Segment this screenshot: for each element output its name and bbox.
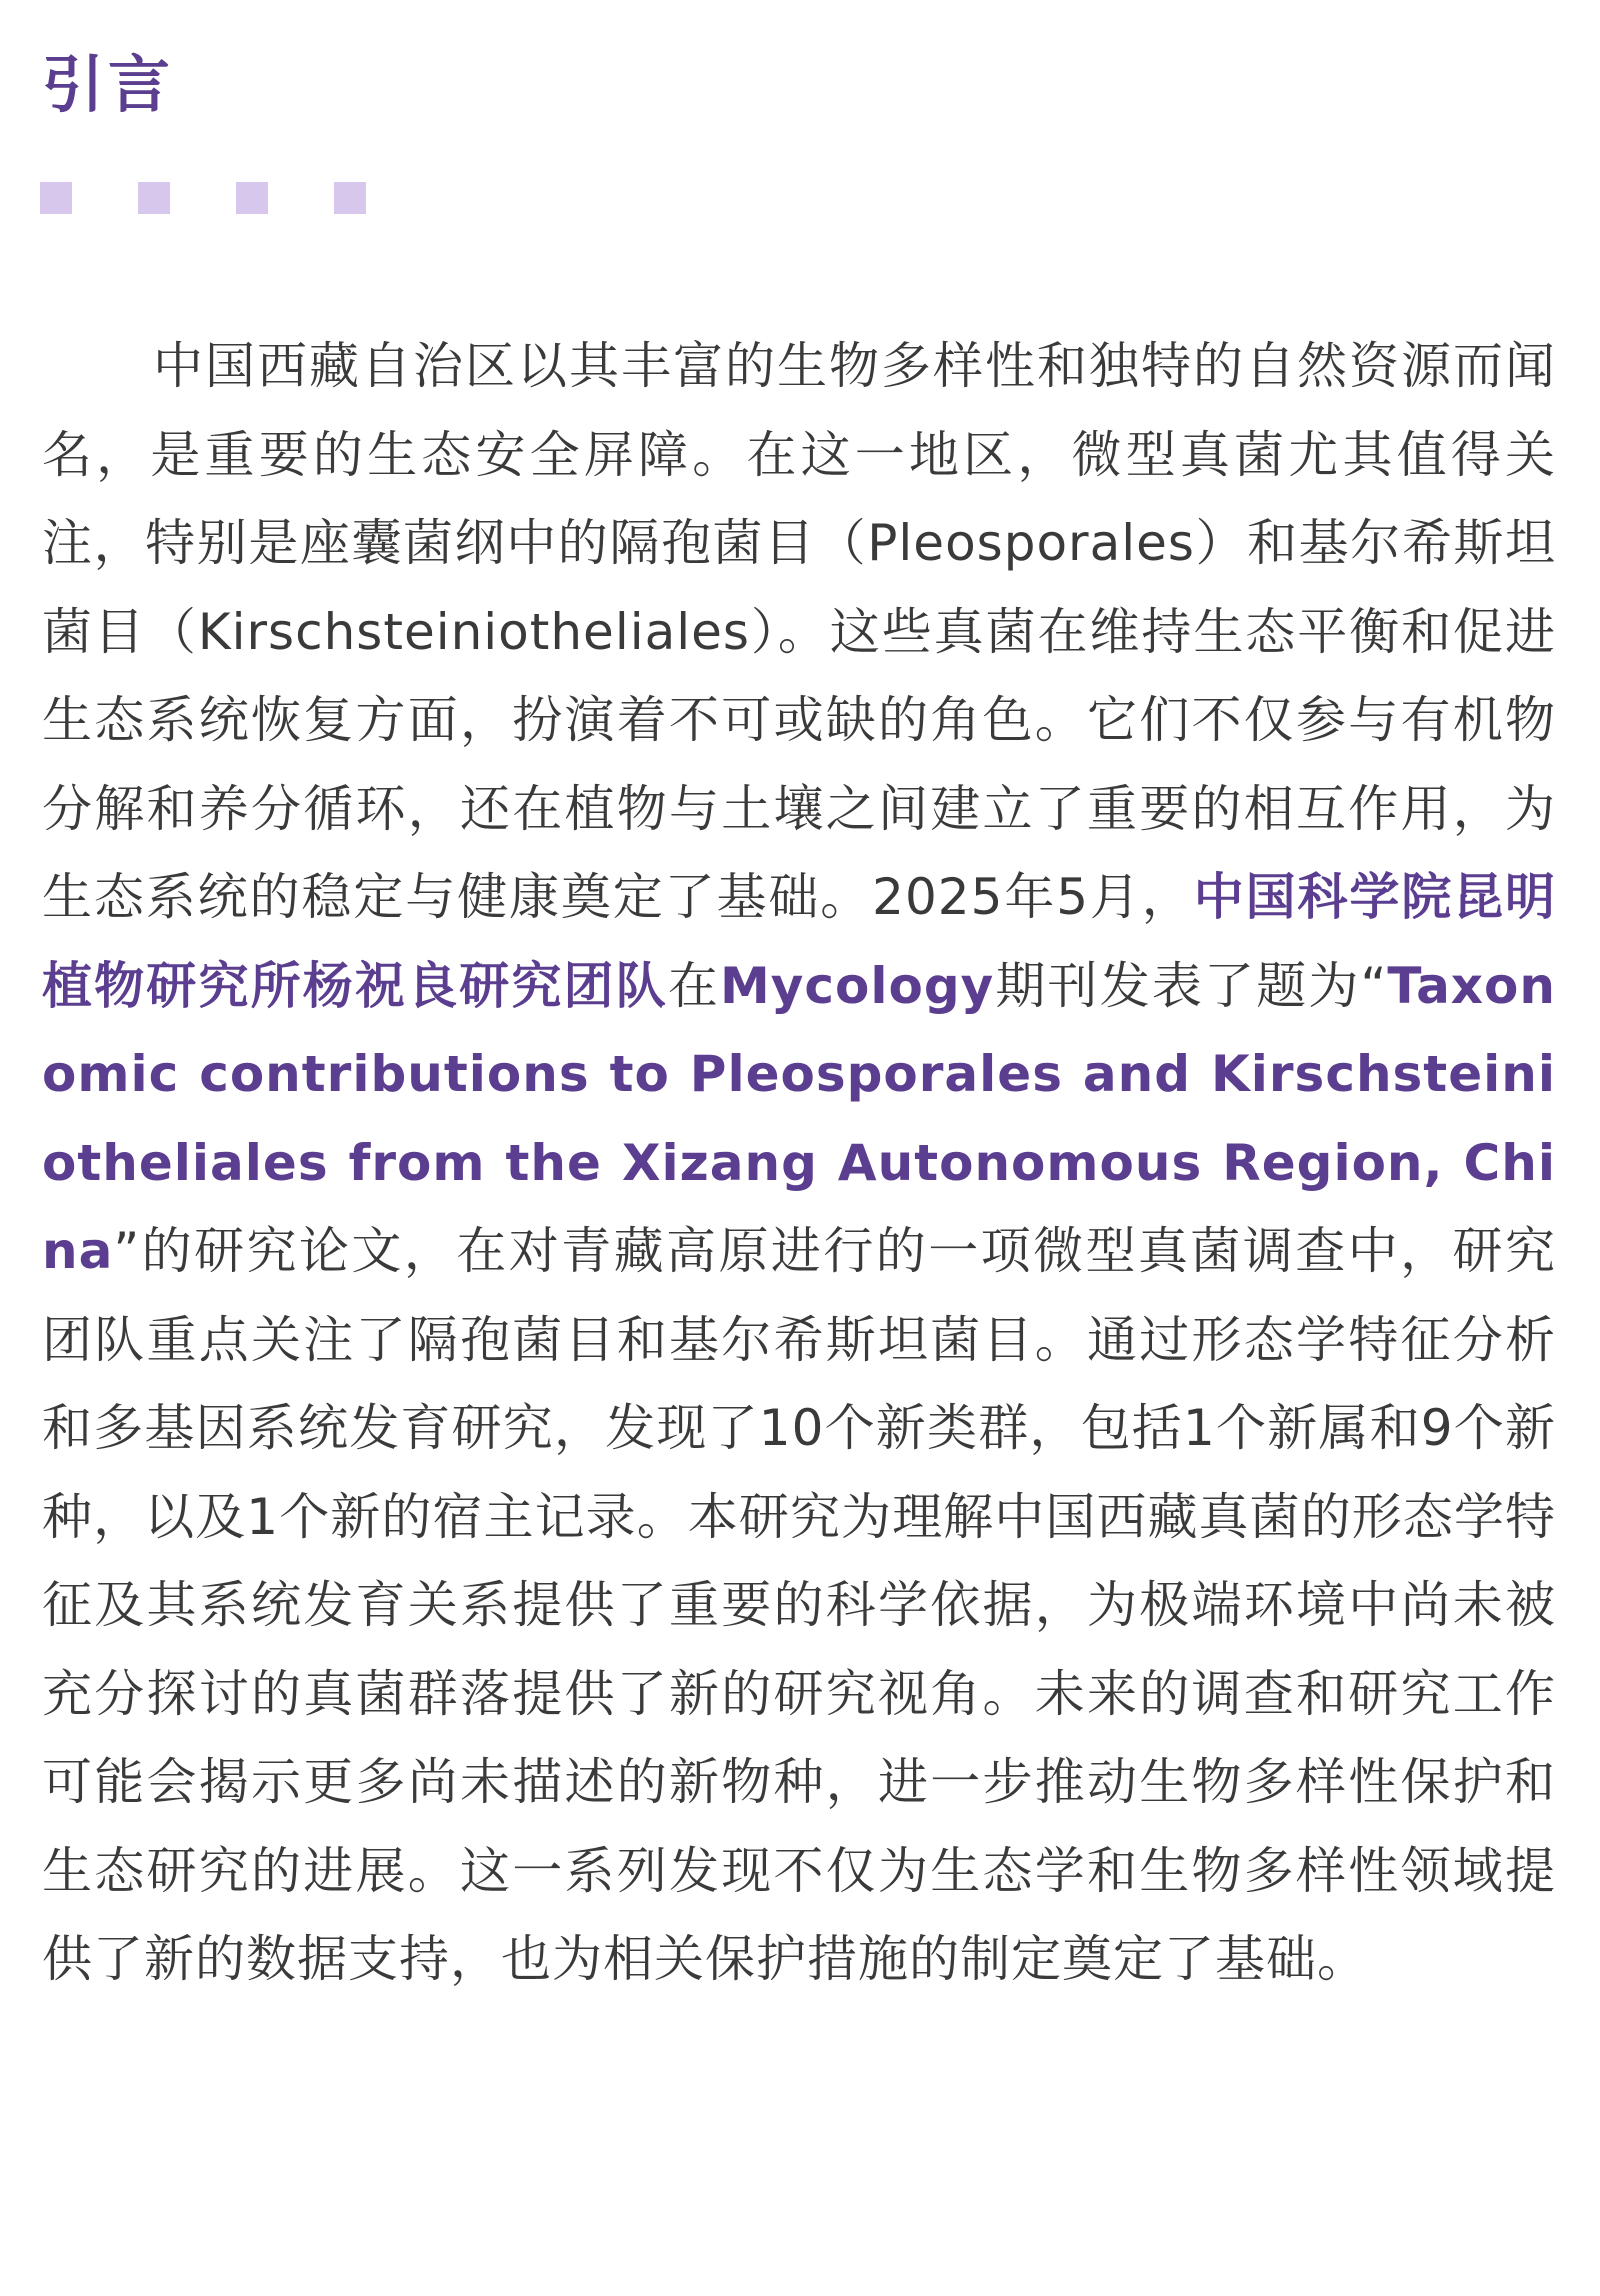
paragraph-text: 在: [667, 956, 721, 1015]
intro-paragraph: [42, 322, 1556, 2004]
decorative-dot: [40, 182, 72, 214]
paragraph-text: 期刊发表了题为“: [994, 956, 1388, 1015]
decorative-dots: [40, 182, 432, 214]
journal-name-highlight: Mycology: [720, 956, 995, 1015]
section-heading: 引言: [42, 48, 175, 121]
paragraph-text: 中国西藏自治区以其丰富的生物多样性和独特的自然资源而闻名，是重要的生态安全屏障。在这一地区，微型真菌尤其值得关注，特别是座囊菌纲中的隔孢菌目（Pleosporales）和基尔希斯坦菌目（Kirschsteiniotheliales）。这些真菌在维持生态平衡和促进生态系统恢复方面，扮演着不可或缺的角色。它们不仅参与有机物分解和养分循环，还在植物与土壤之间建立了重要的相互作用，为生态系统的稳定与健康奠定了基础。2025年5月，: [42, 337, 1556, 926]
paragraph-text: ”的研究论文，在对青藏高原进行的一项微型真菌调查中，研究团队重点关注了隔孢菌目和基尔希斯坦菌目。通过形态学特征分析和多基因系统发育研究，发现了10个新类群，包括1个新属和9个新种，以及1个新的宿主记录。本研究为理解中国西藏真菌的形态学特征及其系统发育关系提供了重要的科学依据，为极端环境中尚未被充分探讨的真菌群落提供了新的研究视角。未来的调查和研究工作可能会揭示更多尚未描述的新物种，进一步推动生物多样性保护和生态研究的进展。这一系列发现不仅为生态学和生物多样性领域提供了新的数据支持，也为相关保护措施的制定奠定了基础。: [42, 1222, 1556, 1988]
decorative-dot: [236, 182, 268, 214]
decorative-dot: [334, 182, 366, 214]
paper-title-highlight: Taxonomic contributions to Pleosporales and Kirschsteiniotheliales from the Xizang Autonomous Region, China: [42, 956, 1557, 1280]
decorative-dot: [138, 182, 170, 214]
research-team-highlight: 中国科学院昆明植物研究所杨祝良研究团队: [42, 868, 1557, 1015]
